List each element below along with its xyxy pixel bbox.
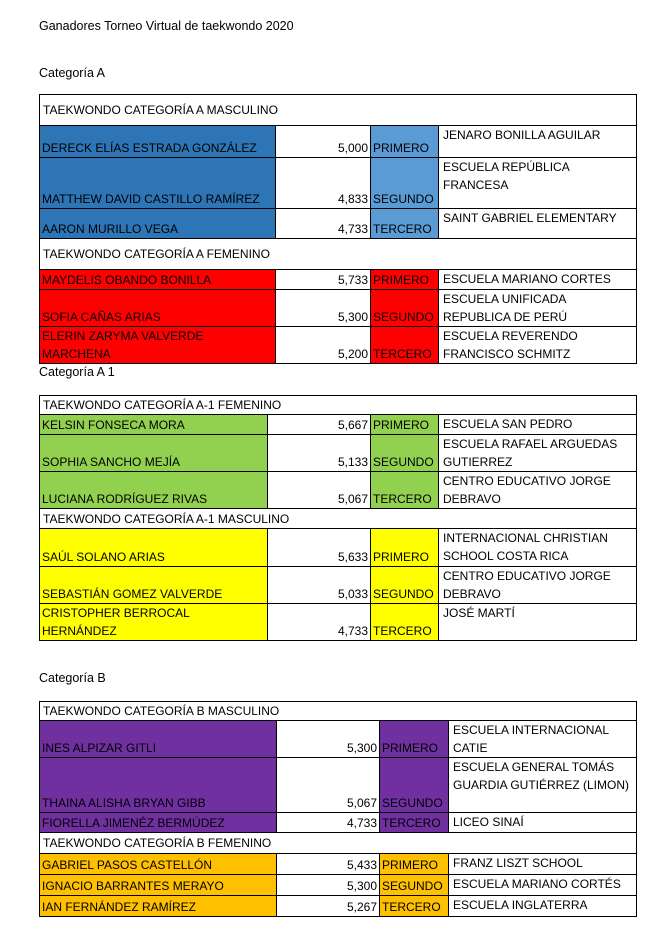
table-row [40,721,637,758]
group-header: TAEKWONDO CATEGORÍA A-1 MASCULINO [40,509,637,529]
place: TERCERO [380,896,449,917]
score: 4,733 [268,604,371,641]
place: PRIMERO [380,854,449,875]
group-header: TAEKWONDO CATEGORÍA A MASCULINO [40,95,637,126]
place: SEGUNDO [380,758,449,813]
athlete-name: THAINA ALISHA BRYAN GIBB [40,758,277,813]
table-row [40,126,637,158]
table-row [40,567,637,604]
group-header-row [40,95,637,126]
group-header: TAEKWONDO CATEGORÍA A-1 FEMENINO [40,396,637,415]
results-table-b [39,701,637,917]
table-row [40,758,637,813]
school: ESCUELA INTERNACIONAL CATIE [449,721,637,758]
athlete-name: SOPHIA SANCHO MEJÍA [40,435,268,472]
athlete-name: LUCIANA RODRÍGUEZ RIVAS [40,472,268,509]
group-header-row [40,396,637,415]
score: 5,633 [268,529,371,567]
table-row [40,435,637,472]
results-table-a1 [39,395,637,641]
score: 5,033 [268,567,371,604]
table-row [40,875,637,896]
place: PRIMERO [371,415,439,435]
group-header-row [40,509,637,529]
athlete-name: MATTHEW DAVID CASTILLO RAMÍREZ [40,158,276,209]
school: ESCUELA MARIANO CORTES [439,270,637,290]
table-row [40,472,637,509]
document-title: Ganadores Torneo Virtual de taekwondo 2020 [39,19,294,33]
table-row [40,813,637,833]
athlete-name: KELSIN FONSECA MORA [40,415,268,435]
athlete-name: INES ALPIZAR GITLI [40,721,277,758]
table-row [40,604,637,641]
score: 5,433 [277,854,380,875]
place: TERCERO [371,604,439,641]
group-header: TAEKWONDO CATEGORÍA B FEMENINO [40,833,637,854]
section-heading-a1: Categoría A 1 [39,365,115,379]
place: SEGUNDO [380,875,449,896]
school: ESCUELA REVERENDO FRANCISCO SCHMITZ [439,327,637,364]
athlete-name: IAN FERNÁNDEZ RAMÍREZ [40,896,277,917]
school: ESCUELA SAN PEDRO [439,415,637,435]
group-header-row [40,833,637,854]
school: ESCUELA REPÚBLICA FRANCESA [439,158,637,209]
school: ESCUELA INGLATERRA [449,896,637,917]
table-row [40,158,637,209]
score: 4,833 [276,158,371,209]
place: SEGUNDO [371,158,439,209]
athlete-name: SOFIA CAÑAS ARIAS [40,290,276,327]
table-row [40,290,637,327]
athlete-name: DERECK ELÍAS ESTRADA GONZÁLEZ [40,126,276,158]
school: FRANZ LISZT SCHOOL [449,854,637,875]
place: PRIMERO [371,126,439,158]
school: LICEO SINAÍ [449,813,637,833]
place: SEGUNDO [371,567,439,604]
table-row [40,415,637,435]
section-heading-b: Categoría B [39,671,106,685]
score: 5,300 [277,875,380,896]
school: INTERNACIONAL CHRISTIAN SCHOOL COSTA RICA [439,529,637,567]
table-row [40,854,637,875]
school: ESCUELA RAFAEL ARGUEDAS GUTIERREZ [439,435,637,472]
place: SEGUNDO [371,290,439,327]
school: ESCUELA GENERAL TOMÁS GUARDIA GUTIÉRREZ (LIMON) [449,758,637,813]
athlete-name: CRISTOPHER BERROCAL HERNÁNDEZ [40,604,268,641]
place: PRIMERO [371,529,439,567]
table-row [40,270,637,290]
school: ESCUELA UNIFICADA REPUBLICA DE PERÚ [439,290,637,327]
group-header-row [40,702,637,721]
score: 5,000 [276,126,371,158]
table-row [40,896,637,917]
place: TERCERO [371,209,439,239]
table-row [40,529,637,567]
school: ESCUELA MARIANO CORTÉS [449,875,637,896]
athlete-name: SAÚL SOLANO ARIAS [40,529,268,567]
school: JENARO BONILLA AGUILAR [439,126,637,158]
group-header: TAEKWONDO CATEGORÍA A FEMENINO [40,239,637,270]
section-heading-a: Categoría A [39,66,106,80]
score: 5,267 [277,896,380,917]
table-row [40,327,637,364]
place: TERCERO [371,327,439,364]
group-header: TAEKWONDO CATEGORÍA B MASCULINO [40,702,637,721]
table-row [40,209,637,239]
school: CENTRO EDUCATIVO JORGE DEBRAVO [439,567,637,604]
place: PRIMERO [380,721,449,758]
athlete-name: SEBASTIÁN GOMEZ VALVERDE [40,567,268,604]
score: 5,300 [276,290,371,327]
score: 5,733 [276,270,371,290]
score: 4,733 [276,209,371,239]
school: CENTRO EDUCATIVO JORGE DEBRAVO [439,472,637,509]
score: 5,067 [277,758,380,813]
results-table-a [39,94,637,364]
score: 4,733 [277,813,380,833]
score: 5,200 [276,327,371,364]
athlete-name: MAYDELIS OBANDO BONILLA [40,270,276,290]
school: SAINT GABRIEL ELEMENTARY [439,209,637,239]
score: 5,300 [277,721,380,758]
place: PRIMERO [371,270,439,290]
score: 5,133 [268,435,371,472]
athlete-name: GABRIEL PASOS CASTELLÓN [40,854,277,875]
athlete-name: IGNACIO BARRANTES MERAYO [40,875,277,896]
school: JOSÉ MARTÍ [439,604,637,641]
group-header-row [40,239,637,270]
place: TERCERO [380,813,449,833]
athlete-name: FIORELLA JIMENÉZ BERMÚDEZ [40,813,277,833]
athlete-name: ELERIN ZARYMA VALVERDE MARCHENA [40,327,276,364]
place: SEGUNDO [371,435,439,472]
score: 5,667 [268,415,371,435]
place: TERCERO [371,472,439,509]
score: 5,067 [268,472,371,509]
athlete-name: AARON MURILLO VEGA [40,209,276,239]
